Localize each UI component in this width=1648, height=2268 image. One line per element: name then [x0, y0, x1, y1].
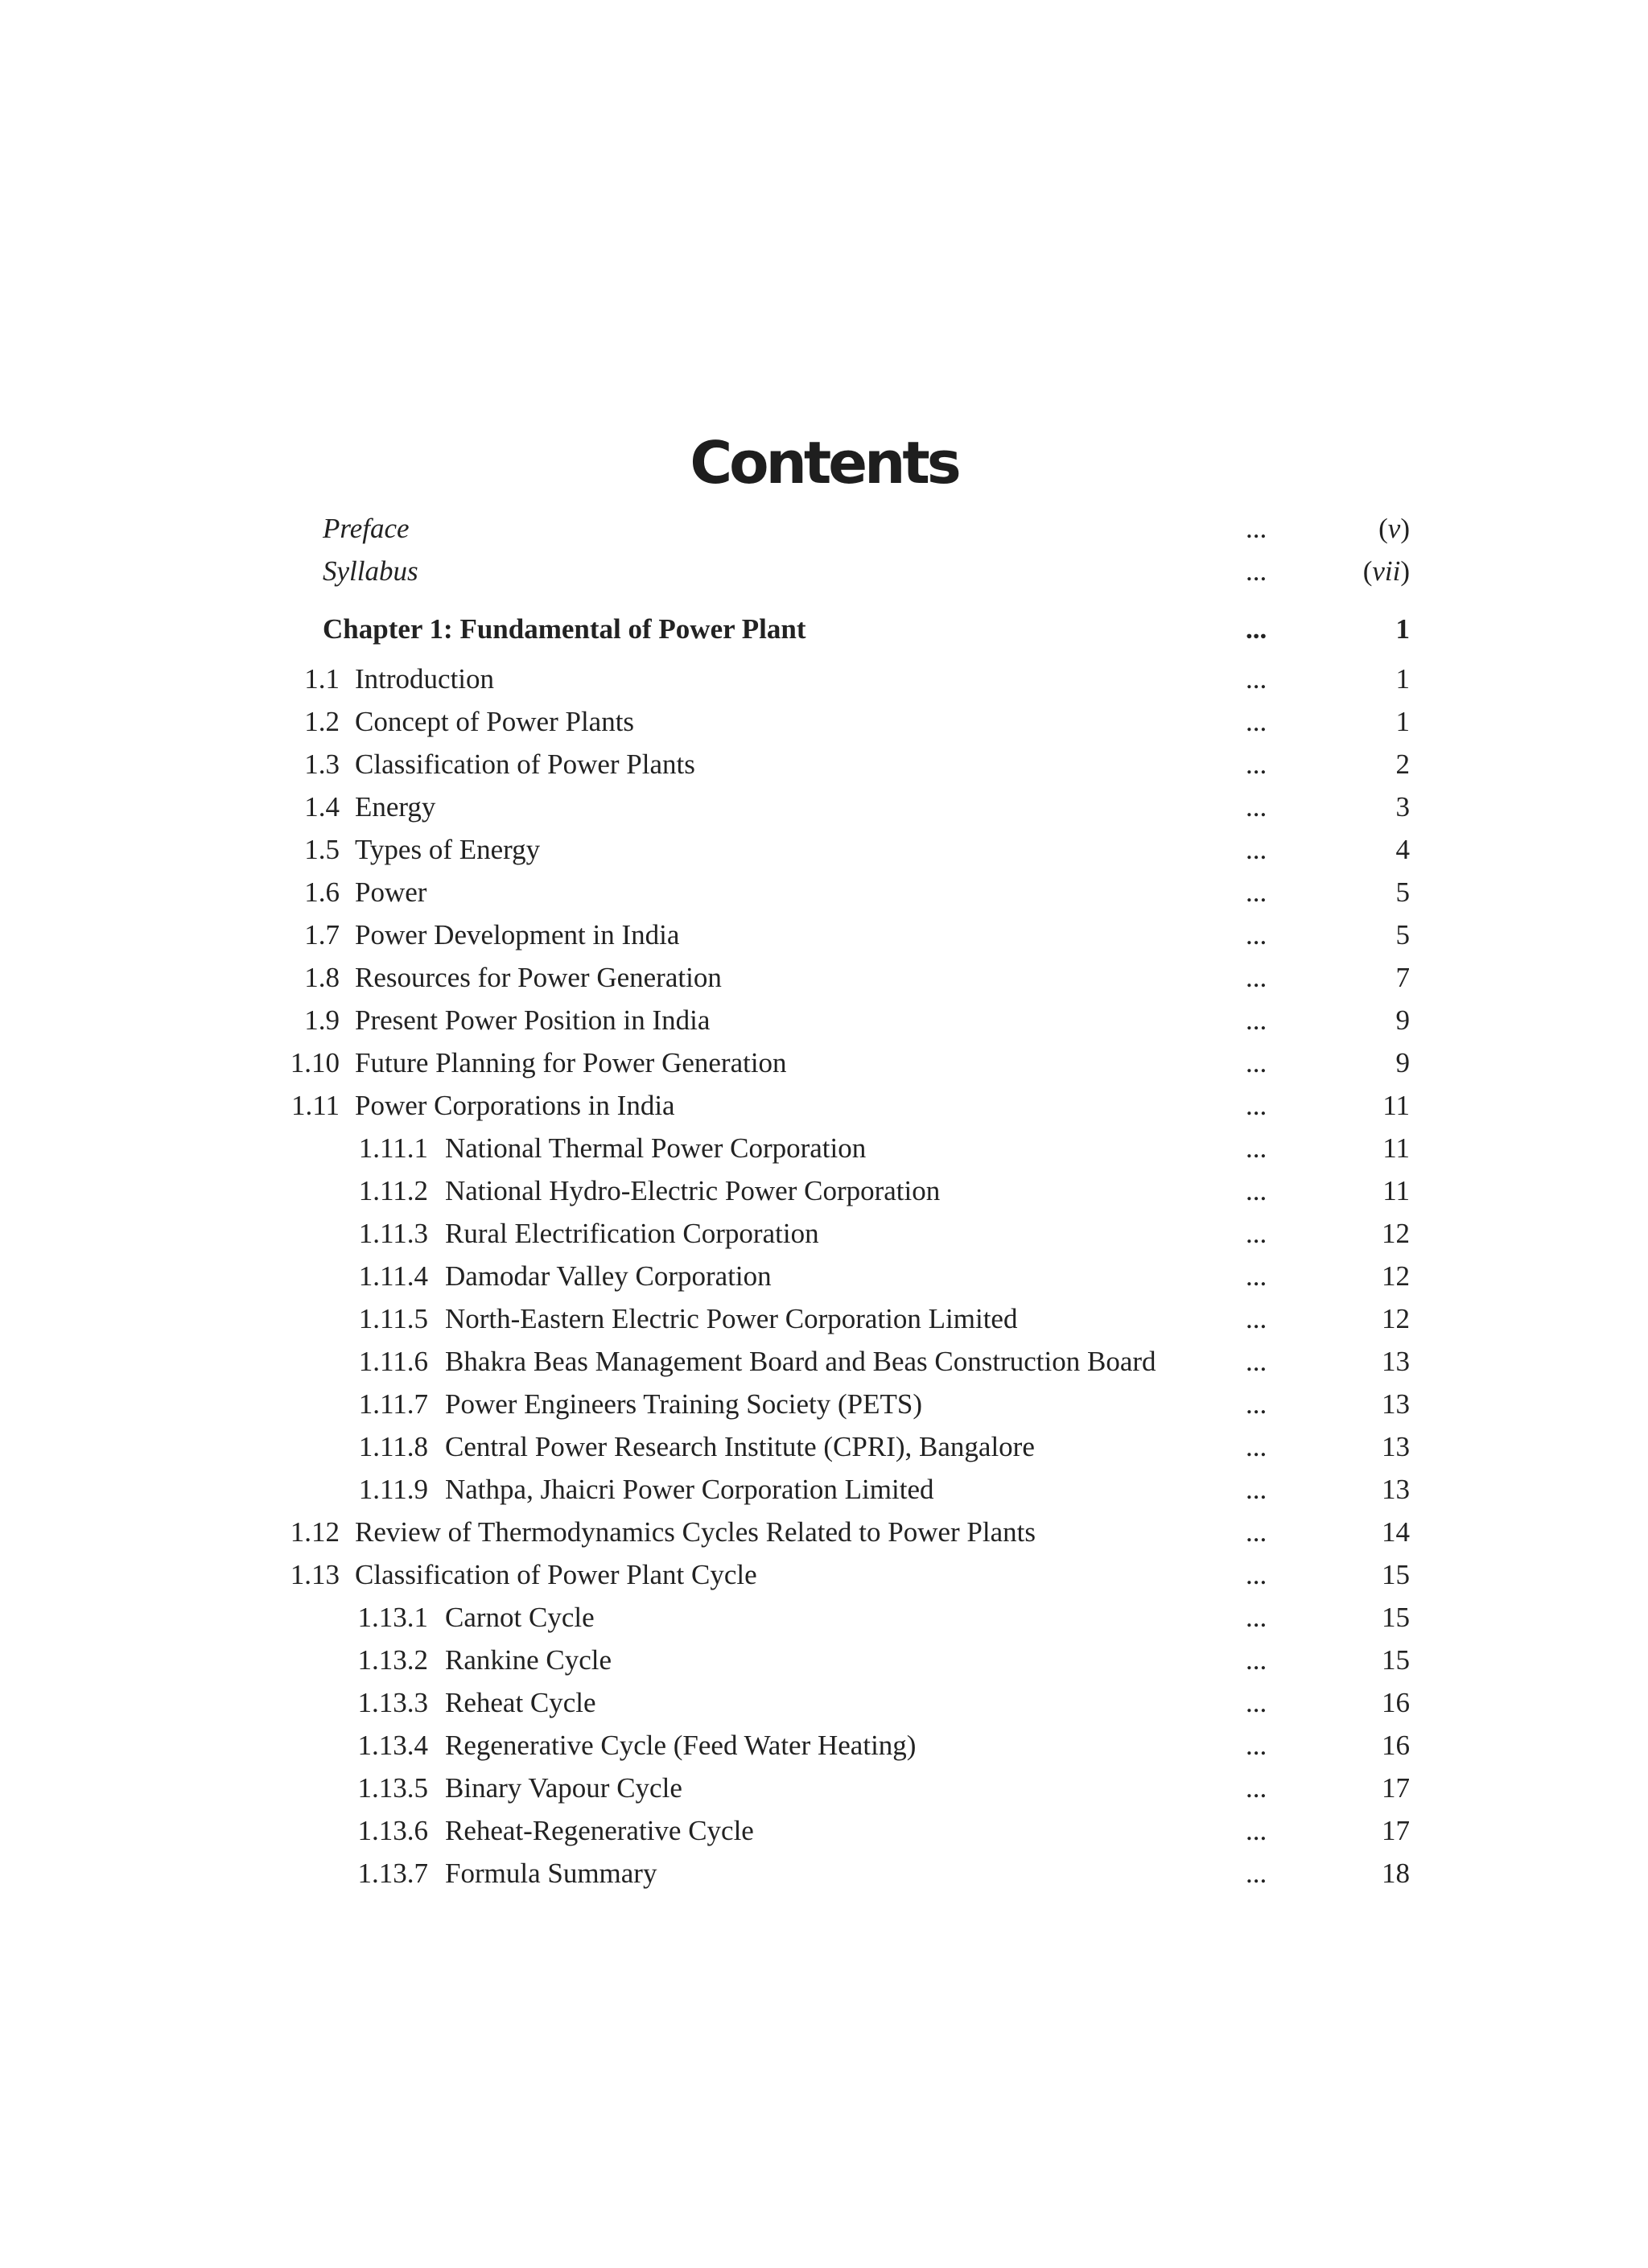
toc-section-number: 1.11.9 — [358, 1474, 428, 1505]
toc-entry[interactable] — [0, 1511, 1648, 1553]
toc-leader-dots: ... — [1246, 1516, 1267, 1548]
toc-leader-dots: ... — [1246, 1132, 1267, 1164]
toc-page-number: 15 — [1382, 1644, 1410, 1676]
toc-leader-dots: ... — [1246, 1730, 1267, 1761]
toc-leader-dots: ... — [1246, 1175, 1267, 1206]
toc-entry-label: Review of Thermodynamics Cycles Related to Power Plants — [355, 1516, 1036, 1548]
toc-page-number: 12 — [1382, 1218, 1410, 1249]
toc-page-number: 11 — [1382, 1132, 1410, 1164]
page-paren-close: ) — [1400, 513, 1410, 544]
toc-entry-label: Present Power Position in India — [355, 1004, 711, 1036]
toc-entry[interactable] — [0, 1042, 1648, 1084]
toc-page-number: 2 — [1395, 748, 1410, 780]
toc-page-number: 11 — [1382, 1175, 1410, 1206]
toc-chapter-heading[interactable] — [0, 608, 1648, 650]
toc-section-number: 1.8 — [304, 962, 340, 993]
toc-section-number: 1.11.3 — [358, 1218, 428, 1249]
toc-entry[interactable] — [0, 872, 1648, 913]
toc-subentry[interactable] — [0, 1128, 1648, 1169]
toc-subentry[interactable] — [0, 1213, 1648, 1255]
toc-page-number: 11 — [1382, 1090, 1410, 1121]
toc-leader-dots: ... — [1246, 1388, 1267, 1420]
toc-page-number: 13 — [1382, 1388, 1410, 1420]
toc-section-number: 1.13.5 — [357, 1772, 428, 1804]
toc-leader-dots: ... — [1246, 706, 1267, 737]
toc-entry[interactable] — [0, 1085, 1648, 1127]
toc-entry[interactable] — [0, 744, 1648, 786]
toc-entry[interactable] — [0, 701, 1648, 743]
toc-entry-label: Central Power Research Institute (CPRI), Bangalore — [445, 1431, 1035, 1462]
toc-leader-dots: ... — [1246, 613, 1267, 645]
toc-subentry[interactable] — [0, 1597, 1648, 1639]
toc-entry-label: Types of Energy — [355, 834, 541, 865]
toc-page-number: 13 — [1382, 1474, 1410, 1505]
toc-leader-dots: ... — [1246, 1303, 1267, 1334]
toc-page-number: 15 — [1382, 1602, 1410, 1633]
toc-page-number: 9 — [1395, 1004, 1410, 1036]
toc-section-number: 1.10 — [290, 1047, 340, 1078]
toc-entry-label: Energy — [355, 791, 436, 823]
toc-entry-label: Introduction — [355, 663, 495, 695]
toc-leader-dots: ... — [1246, 791, 1267, 823]
toc-leader-dots: ... — [1246, 748, 1267, 780]
toc-leader-dots: ... — [1246, 1260, 1267, 1292]
toc-leader-dots: ... — [1246, 1090, 1267, 1121]
page-paren-open: ( — [1362, 555, 1373, 587]
toc-entry-label: Preface — [323, 513, 410, 544]
toc-leader-dots: ... — [1246, 1346, 1267, 1377]
toc-section-number: 1.7 — [304, 919, 340, 950]
toc-leader-dots: ... — [1246, 919, 1267, 950]
toc-page-number: 17 — [1382, 1772, 1410, 1804]
toc-page-number: 13 — [1382, 1346, 1410, 1377]
toc-section-number: 1.11.4 — [358, 1260, 428, 1292]
toc-leader-dots: ... — [1246, 1559, 1267, 1590]
toc-entry-label: Power — [355, 876, 427, 908]
toc-entry-label: National Hydro-Electric Power Corporation — [445, 1175, 941, 1206]
toc-subentry[interactable] — [0, 1426, 1648, 1468]
toc-section-number: 1.5 — [304, 834, 340, 865]
page-paren-open: ( — [1378, 513, 1388, 544]
toc-entry-syllabus[interactable] — [0, 551, 1648, 592]
toc-entry-label: Power Corporations in India — [355, 1090, 675, 1121]
toc-entry[interactable] — [0, 1000, 1648, 1041]
toc-page-number: 16 — [1382, 1687, 1410, 1718]
toc-entry-preface[interactable] — [0, 508, 1648, 550]
toc-page-number: 9 — [1395, 1047, 1410, 1078]
toc-page-number: 5 — [1395, 876, 1410, 908]
toc-section-number: 1.13.2 — [357, 1644, 428, 1676]
toc-leader-dots: ... — [1246, 1815, 1267, 1846]
toc-section-number: 1.13.4 — [357, 1730, 428, 1761]
toc-leader-dots: ... — [1246, 1687, 1267, 1718]
toc-subentry[interactable] — [0, 1767, 1648, 1809]
page-paren-close: ) — [1400, 555, 1410, 587]
toc-section-number: 1.13.3 — [357, 1687, 428, 1718]
toc-leader-dots: ... — [1246, 1858, 1267, 1889]
toc-page-number: 16 — [1382, 1730, 1410, 1761]
toc-subentry[interactable] — [0, 1639, 1648, 1681]
toc-entry-label: Reheat-Regenerative Cycle — [445, 1815, 754, 1846]
toc-entry-label: Power Engineers Training Society (PETS) — [445, 1388, 923, 1420]
toc-entry-label: Formula Summary — [445, 1858, 657, 1889]
page-roman-numeral: v — [1387, 513, 1401, 544]
toc-leader-dots: ... — [1246, 834, 1267, 865]
toc-entry-label: Damodar Valley Corporation — [445, 1260, 772, 1292]
toc-entry-label: Resources for Power Generation — [355, 962, 722, 993]
toc-section-number: 1.13.1 — [357, 1602, 428, 1633]
toc-entry-label: Reheat Cycle — [445, 1687, 596, 1718]
toc-entry-label: Bhakra Beas Management Board and Beas Construction Board — [445, 1346, 1156, 1377]
toc-leader-dots: ... — [1246, 663, 1267, 695]
toc-entry-label: Classification of Power Plant Cycle — [355, 1559, 757, 1590]
toc-entry-label: Classification of Power Plants — [355, 748, 695, 780]
toc-section-number: 1.6 — [304, 876, 340, 908]
toc-entry[interactable] — [0, 829, 1648, 871]
chapter-title: Chapter 1: Fundamental of Power Plant — [323, 613, 806, 645]
toc-page-number: 7 — [1395, 962, 1410, 993]
toc-leader-dots: ... — [1246, 876, 1267, 908]
toc-section-number: 1.11.5 — [358, 1303, 428, 1334]
toc-page-number — [1288, 551, 1410, 592]
toc-section-number: 1.11.8 — [358, 1431, 428, 1462]
toc-entry-label: Power Development in India — [355, 919, 680, 950]
toc-subentry[interactable] — [0, 1810, 1648, 1852]
page-roman-numeral: vii — [1372, 555, 1401, 587]
toc-subentry[interactable] — [0, 1853, 1648, 1895]
toc-subentry[interactable] — [0, 1341, 1648, 1383]
toc-leader-dots: ... — [1246, 1602, 1267, 1633]
toc-entry-label: Future Planning for Power Generation — [355, 1047, 787, 1078]
toc-entry-label: North-Eastern Electric Power Corporation Limited — [445, 1303, 1018, 1334]
toc-entry-label: Concept of Power Plants — [355, 706, 635, 737]
toc-leader-dots: ... — [1246, 1004, 1267, 1036]
toc-entry-label: Rankine Cycle — [445, 1644, 612, 1676]
toc-section-number: 1.11.1 — [358, 1132, 428, 1164]
toc-page-number: 12 — [1382, 1303, 1410, 1334]
toc-entry-label: Syllabus — [323, 555, 418, 587]
toc-subentry[interactable] — [0, 1383, 1648, 1425]
toc-entry[interactable] — [0, 658, 1648, 700]
toc-leader-dots: ... — [1246, 1047, 1267, 1078]
toc-entry-label: Carnot Cycle — [445, 1602, 595, 1633]
toc-subentry[interactable] — [0, 1469, 1648, 1511]
toc-leader-dots: ... — [1246, 1772, 1267, 1804]
toc-subentry[interactable] — [0, 1298, 1648, 1340]
toc-page-number: 17 — [1382, 1815, 1410, 1846]
toc-leader-dots: ... — [1246, 555, 1267, 587]
toc-page-number: 5 — [1395, 919, 1410, 950]
toc-page-number: 15 — [1382, 1559, 1410, 1590]
toc-leader-dots: ... — [1246, 1431, 1267, 1462]
toc-subentry[interactable] — [0, 1682, 1648, 1724]
toc-section-number: 1.9 — [304, 1004, 340, 1036]
toc-page-number: 18 — [1382, 1858, 1410, 1889]
toc-section-number: 1.4 — [304, 791, 340, 823]
toc-leader-dots: ... — [1246, 1218, 1267, 1249]
toc-section-number: 1.13 — [290, 1559, 340, 1590]
page-title: Contents — [690, 429, 958, 497]
toc-entry-label: Binary Vapour Cycle — [445, 1772, 682, 1804]
toc-page-number — [1288, 508, 1410, 550]
toc-entry-label: Rural Electrification Corporation — [445, 1218, 819, 1249]
toc-page-number: 4 — [1395, 834, 1410, 865]
toc-section-number: 1.13.7 — [357, 1858, 428, 1889]
toc-leader-dots: ... — [1246, 1474, 1267, 1505]
toc-subentry[interactable] — [0, 1256, 1648, 1297]
toc-section-number: 1.1 — [304, 663, 340, 695]
toc-section-number: 1.13.6 — [357, 1815, 428, 1846]
toc-page-number: 1 — [1395, 613, 1410, 645]
toc-page-number: 14 — [1382, 1516, 1410, 1548]
toc-page-number: 1 — [1395, 663, 1410, 695]
toc-entry-label: Regenerative Cycle (Feed Water Heating) — [445, 1730, 917, 1761]
toc-page-number: 3 — [1395, 791, 1410, 823]
toc-page-number: 13 — [1382, 1431, 1410, 1462]
toc-entry[interactable] — [0, 1554, 1648, 1596]
toc-section-number: 1.12 — [290, 1516, 340, 1548]
toc-entry[interactable] — [0, 786, 1648, 828]
toc-entry-label: Nathpa, Jhaicri Power Corporation Limited — [445, 1474, 934, 1505]
toc-page-number: 1 — [1395, 706, 1410, 737]
toc-section-number: 1.3 — [304, 748, 340, 780]
toc-entry[interactable] — [0, 914, 1648, 956]
toc-page-number: 12 — [1382, 1260, 1410, 1292]
toc-subentry[interactable] — [0, 1725, 1648, 1767]
toc-entry-label: National Thermal Power Corporation — [445, 1132, 867, 1164]
toc-section-number: 1.11.6 — [358, 1346, 428, 1377]
toc-section-number: 1.11.7 — [358, 1388, 428, 1420]
toc-leader-dots: ... — [1246, 513, 1267, 544]
toc-section-number: 1.2 — [304, 706, 340, 737]
toc-leader-dots: ... — [1246, 1644, 1267, 1676]
toc-entry[interactable] — [0, 957, 1648, 999]
toc-section-number: 1.11.2 — [358, 1175, 428, 1206]
toc-leader-dots: ... — [1246, 962, 1267, 993]
toc-subentry[interactable] — [0, 1170, 1648, 1212]
toc-section-number: 1.11 — [291, 1090, 340, 1121]
